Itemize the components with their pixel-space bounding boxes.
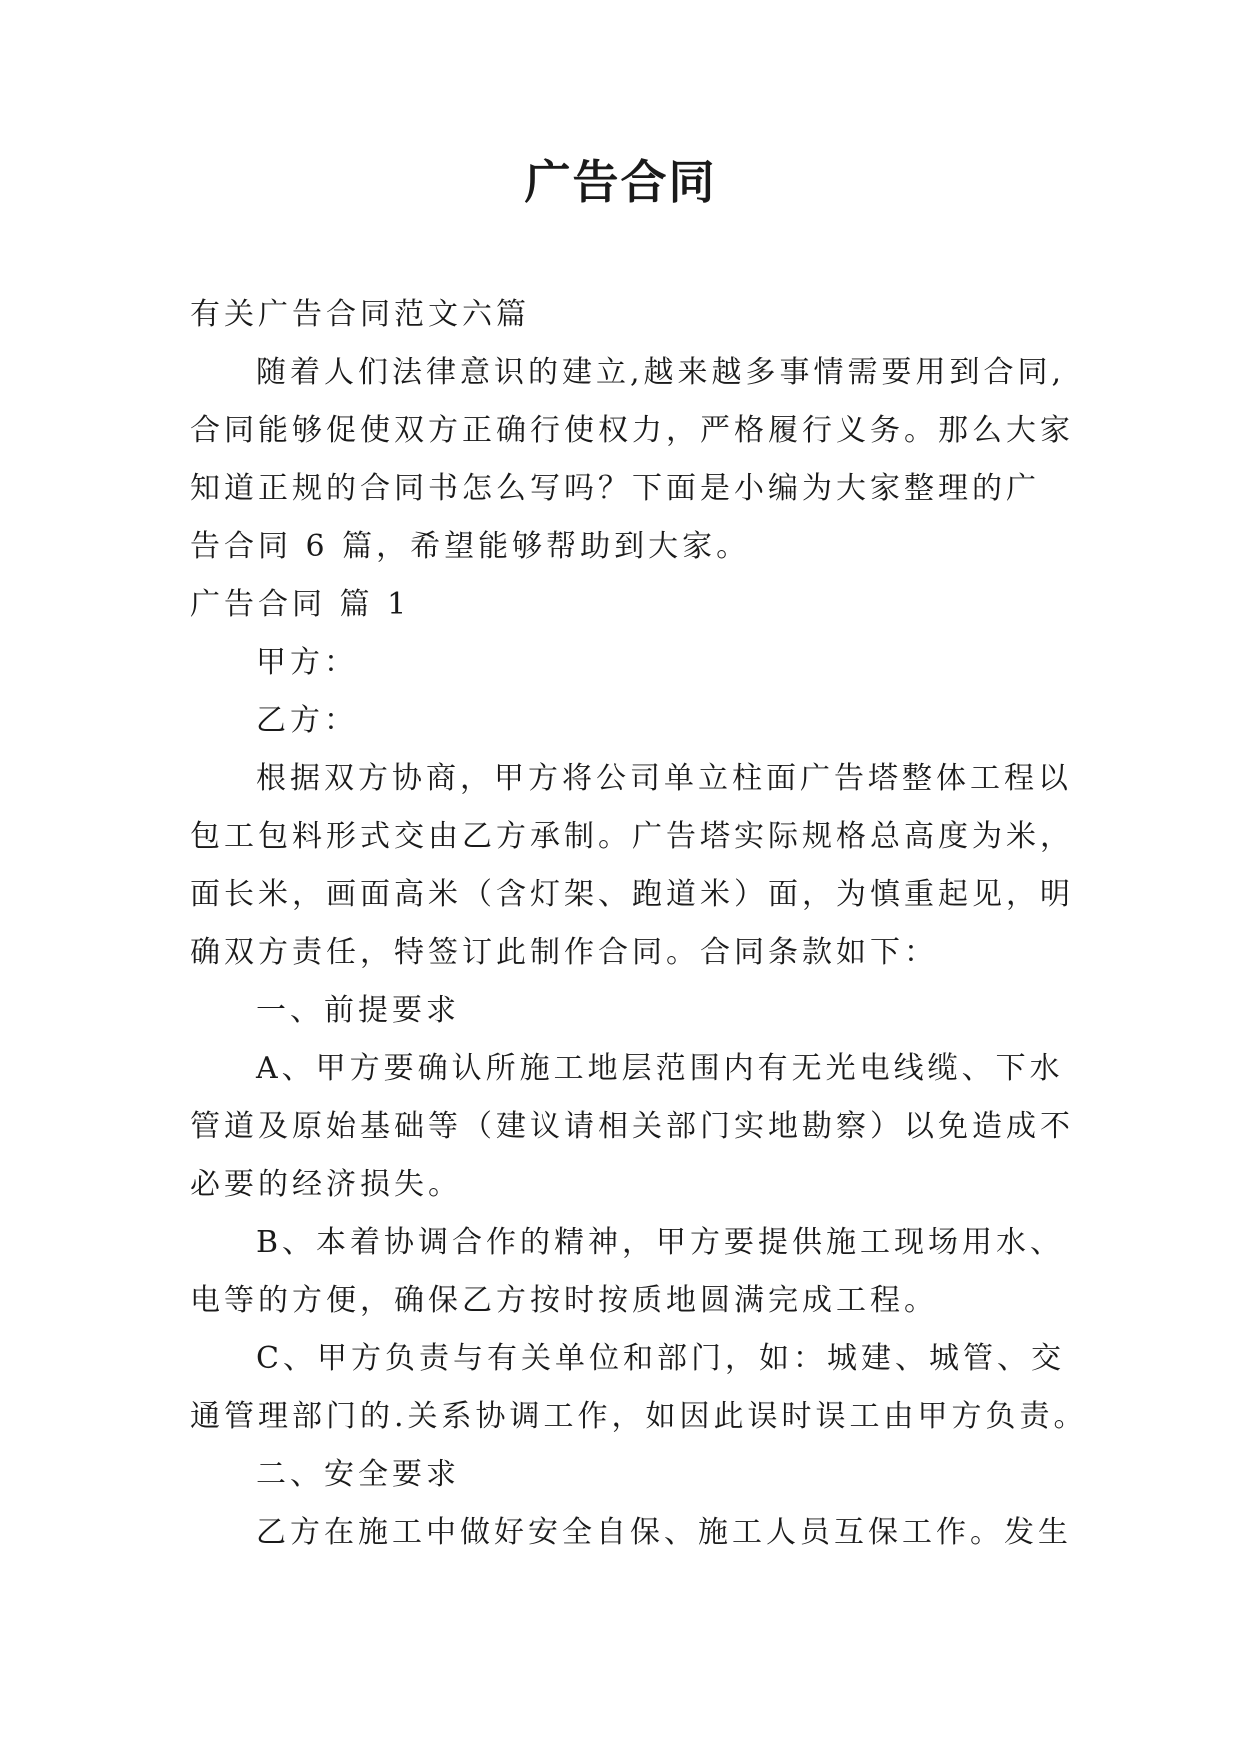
text-line: 通管理部门的.关系协调工作，如因此误时误工由甲方负责。 [190,1399,1088,1434]
text-line: 确双方责任，特签订此制作合同。合同条款如下： [190,935,938,970]
text-line: 乙方在施工中做好安全自保、施工人员互保工作。发生 [256,1515,1072,1550]
text-line: C、甲方负责与有关单位和部门，如：城建、城管、交 [256,1341,1065,1376]
text-line: 甲方： [256,645,358,680]
text-line: 根据双方协商，甲方将公司单立柱面广告塔整体工程以 [256,761,1072,796]
document-title: 广告合同 [524,155,717,209]
text-line: 必要的经济损失。 [190,1167,462,1202]
text-line: 面长米，画面高米（含灯架、跑道米）面，为慎重起见，明 [190,877,1074,912]
text-line: 知道正规的合同书怎么写吗？下面是小编为大家整理的广 [190,471,1040,506]
text-line: 管道及原始基础等（建议请相关部门实地勘察）以免造成不 [190,1109,1074,1144]
text-line: 包工包料形式交由乙方承制。广告塔实际规格总高度为米， [190,819,1074,854]
text-line: 合同能够促使双方正确行使权力，严格履行义务。那么大家 [190,413,1074,448]
text-line: 一、前提要求 [256,993,460,1028]
text-line: A、甲方要确认所施工地层范围内有无光电线缆、下水 [256,1051,1064,1086]
text-line: 有关广告合同范文六篇 [190,297,530,332]
text-line: 乙方： [256,703,358,738]
text-line: B、本着协调合作的精神，甲方要提供施工现场用水、 [256,1225,1065,1260]
text-line: 随着人们法律意识的建立,越来越多事情需要用到合同, [256,355,1066,390]
text-line: 广告合同 篇 1 [190,587,411,622]
text-line: 电等的方便，确保乙方按时按质地圆满完成工程。 [190,1283,938,1318]
document-body [190,286,1088,1562]
text-line: 告合同 6 篇，希望能够帮助到大家。 [190,529,751,564]
text-line: 二、安全要求 [256,1457,460,1492]
